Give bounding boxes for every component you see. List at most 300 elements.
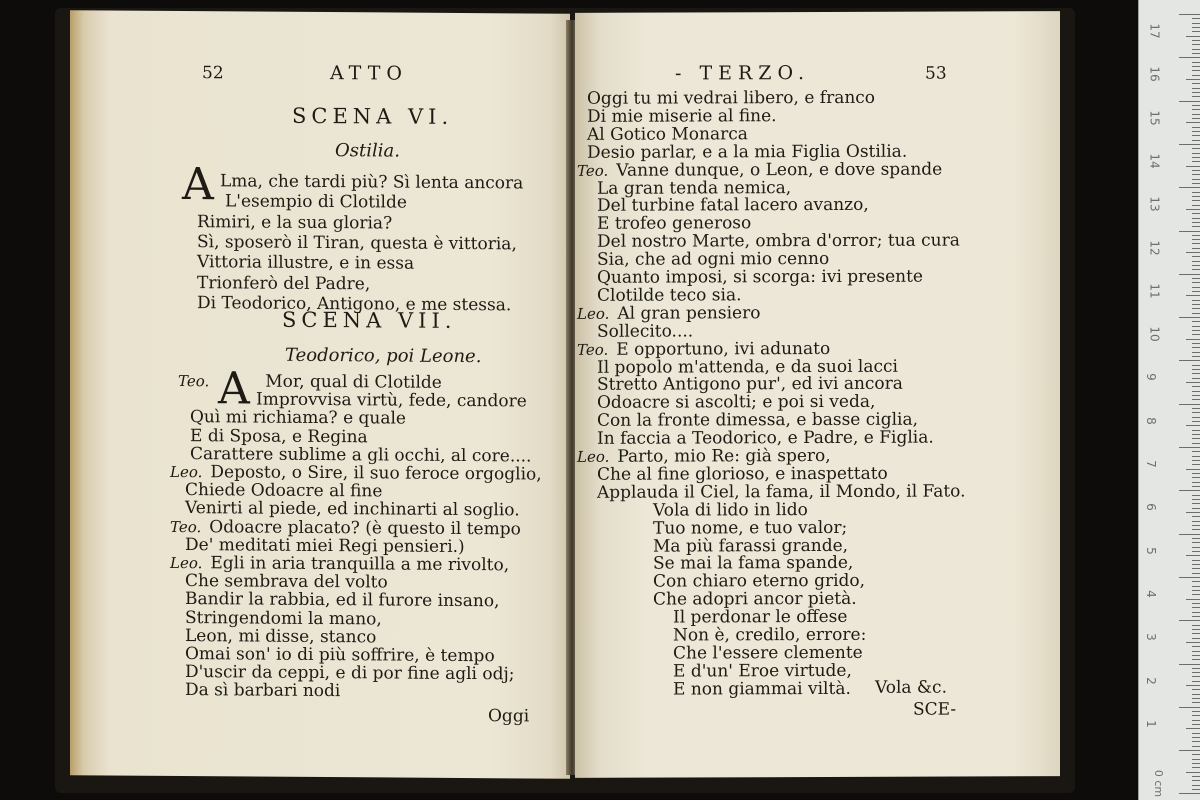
ruler-tick [1186,685,1200,686]
dialogue-line [653,499,808,521]
line-text: Del nostro Marte, ombra d'orror; tua cura [597,230,960,252]
ruler-number: 1 [1143,719,1158,728]
ruler-tick [1186,339,1200,340]
ruler-tick [1186,425,1200,426]
ruler-tick [1192,18,1200,19]
line-text: Sollecito.... [597,321,694,342]
ruler-tick [1179,231,1200,232]
ruler-tick [1179,707,1200,708]
ruler-tick [1186,599,1200,600]
line-text: La gran tenda nemica, [597,177,792,199]
ruler-tick [1192,378,1200,379]
ruler-tick [1192,196,1200,197]
ruler-tick [1192,529,1200,530]
dialogue-line [178,373,442,392]
ruler-tick [1192,170,1200,171]
ruler-tick [1192,720,1200,721]
line-text: E d'un' Eroe virtude, [673,660,852,682]
line-text: Al Gotico Monarca [587,124,748,145]
ruler-tick [1192,31,1200,32]
ruler-tick [1192,733,1200,734]
line-text: Se mai la fama spande, [653,553,854,574]
verse-line: Di Teodorico, Antigono, e me stessa. [197,292,512,316]
ruler-tick [1186,512,1200,513]
page-number: 52 [202,63,224,84]
ruler-tick [1192,763,1200,764]
line-text: Carattere sublime a gli occhi, al core.... [190,443,532,467]
ruler-tick [1192,603,1200,604]
ruler-tick [1192,711,1200,712]
ruler-tick [1192,326,1200,327]
ruler-tick [1186,728,1200,729]
speaker-label: Teo. [577,161,609,180]
ruler-tick [1179,317,1200,318]
ruler-tick [1186,209,1200,210]
line-text: Quanto imposi, si scorga: ivi presente [597,266,923,288]
ruler-tick [1192,568,1200,569]
ruler-tick [1186,382,1200,383]
ruler-tick [1192,417,1200,418]
ruler-tick [1192,62,1200,63]
ruler-tick [1192,542,1200,543]
ruler-tick [1192,157,1200,158]
ruler-number: 12 [1147,239,1162,256]
ruler-number: 17 [1147,23,1162,39]
ruler-tick [1192,114,1200,115]
ruler-tick [1192,737,1200,738]
dialogue-line [597,213,752,235]
ruler-tick [1192,780,1200,781]
ruler-tick [1192,386,1200,387]
ruler-tick [1192,308,1200,309]
ruler-tick [1192,586,1200,587]
ruler-tick [1192,724,1200,725]
ruler-number: 11 [1147,283,1162,299]
ruler-tick [1192,698,1200,699]
dialogue-line [597,323,693,340]
ruler-tick [1192,581,1200,582]
ruler-tick [1192,754,1200,755]
line-text: Il popolo m'attenda, e da suoi lacci [597,356,898,378]
right-page [575,11,1060,778]
ruler-tick [1192,352,1200,353]
ruler-tick [1192,508,1200,509]
dialogue-line [597,197,869,215]
ruler-tick [1192,53,1200,54]
ruler-tick [1192,343,1200,344]
dialogue-line [597,287,741,305]
ruler-tick [1192,148,1200,149]
ruler-unit: 0 cm [1152,769,1166,798]
ruler-tick [1186,642,1200,643]
dropcap: A [218,363,250,415]
dialogue-line [185,682,340,700]
ruler-tick [1192,767,1200,768]
line-text: Il perdonar le offese [673,606,848,628]
ruler-tick [1192,741,1200,742]
verse-line: Lma, che tardi più? Sì lenta ancora [220,171,524,194]
catchword: SCE- [913,699,957,720]
ruler-tick [1192,373,1200,374]
ruler-tick [1186,772,1200,773]
ruler-tick [1192,668,1200,669]
ruler-tick [1192,291,1200,292]
ruler-tick [1186,295,1200,296]
ruler-number: 3 [1143,633,1158,642]
ruler-tick [1192,127,1200,128]
verse-line: Rimiri, e la sua gloria? [197,211,393,234]
ruler-tick [1179,793,1200,794]
line-text: Omai son' io di più soffrire, è tempo [185,644,495,667]
line-text: Bandir la rabbia, ed il furore insano, [185,589,500,612]
ruler-tick [1192,486,1200,487]
catchword: Oggi [488,706,530,727]
ruler-tick [1192,399,1200,400]
character-name: Teodorico, poi Leone. [285,344,482,368]
verse-line: Trionferò del Padre, [197,272,371,294]
ruler-tick [1192,477,1200,478]
line-text: Ma più farassi grande, [653,535,849,557]
ruler-tick [1192,261,1200,262]
line-text: Improvvisa virtù, fede, candore [256,389,527,412]
ruler-tick [1192,607,1200,608]
ruler-number: 5 [1143,546,1158,555]
ruler-number: 6 [1143,503,1158,512]
ruler-number: 8 [1143,416,1158,425]
ruler-tick [1192,681,1200,682]
ruler-tick [1186,252,1200,253]
ruler-tick [1192,451,1200,452]
ruler-tick [1179,447,1200,448]
dialogue-line [577,161,942,179]
scene-title: SCENA VI. [292,103,454,129]
ruler-tick [1179,577,1200,578]
ruler-tick [1179,187,1200,188]
ruler-tick [1192,594,1200,595]
ruler-tick [1192,161,1200,162]
ruler-tick [1192,118,1200,119]
ruler-tick [1192,702,1200,703]
ruler-tick [1192,66,1200,67]
ruler-tick [1192,235,1200,236]
line-text: E opportuno, ivi adunato [616,338,831,360]
ruler-tick [1186,555,1200,556]
dialogue-line [673,642,863,664]
ruler-tick [1192,412,1200,413]
ruler-tick [1192,590,1200,591]
ruler-tick [1186,469,1200,470]
ruler-tick [1192,49,1200,50]
ruler-tick [1179,57,1200,58]
ruler-tick [1192,655,1200,656]
line-text: Tuo nome, e tuo valor; [653,517,848,539]
measuring-ruler [1138,0,1200,800]
ruler-tick [1192,109,1200,110]
line-text: Sia, che ad ogni mio cenno [597,249,830,270]
ruler-tick [1192,222,1200,223]
ruler-tick [1192,174,1200,175]
ruler-tick [1179,664,1200,665]
line-text: Parto, mio Re: già spero, [617,445,831,467]
speaker-label: Teo. [577,340,609,359]
ruler-tick [1186,36,1200,37]
line-text: Da sì barbari nodi [185,680,341,702]
ruler-tick [1179,534,1200,535]
line-text: Che al fine glorioso, e inaspettato [597,463,888,485]
ruler-tick [1192,516,1200,517]
line-text: Applauda il Ciel, la fama, il Mondo, il Fato. [597,481,966,503]
ruler-tick [1179,14,1200,15]
ruler-tick [1186,79,1200,80]
ruler-tick [1192,633,1200,634]
ruler-tick [1192,689,1200,690]
ruler-tick [1192,304,1200,305]
line-text: Mor, qual di Clotilde [265,371,442,393]
ruler-tick [1192,313,1200,314]
ruler-tick [1192,651,1200,652]
ruler-tick [1192,785,1200,786]
line-text: Stringendomi la mano, [185,607,382,630]
ruler-tick [1192,96,1200,97]
ruler-tick [1192,715,1200,716]
ruler-tick [1192,356,1200,357]
ruler-tick [1192,256,1200,257]
speaker-label: Leo. [170,553,203,573]
ruler-tick [1192,443,1200,444]
ruler-tick [1192,40,1200,41]
dialogue-line [597,427,934,449]
dialogue-line [577,302,761,324]
ruler-tick [1192,408,1200,409]
line-text: Odoacre placato? (è questo il tempo [209,516,521,539]
ruler-tick [1192,694,1200,695]
speaker-label: Leo. [170,462,203,482]
ruler-tick [1179,750,1200,751]
ruler-tick [1192,269,1200,270]
ruler-tick [1192,334,1200,335]
ruler-number: 4 [1143,590,1158,598]
dialogue-line [597,230,960,252]
line-text: Di mie miserie al fine. [587,106,777,127]
ruler-number: 13 [1147,196,1162,212]
aria-repeat: Vola &c. [875,677,947,698]
ruler-tick [1192,248,1200,249]
ruler-tick [1192,460,1200,461]
character-name: Ostilia. [335,140,400,162]
ruler-tick [1192,192,1200,193]
ruler-tick [1192,265,1200,266]
verse-line: L'esempio di Clotilde [225,191,407,213]
dialogue-line [587,87,876,109]
speaker-label: Teo. [178,372,210,391]
ruler-tick [1192,282,1200,283]
line-text: Con la fronte dimessa, e basse ciglia, [597,409,919,431]
ruler-tick [1192,434,1200,435]
line-text: Vanne dunque, o Leon, e dove spande [616,159,943,181]
ruler-tick [1192,625,1200,626]
ruler-tick [1192,347,1200,348]
dialogue-line [673,606,848,628]
line-text: Al gran pensiero [617,302,761,324]
ruler-tick [1192,776,1200,777]
ruler-tick [1192,226,1200,227]
line-text: Non è, credilo, errore: [673,624,867,646]
ruler-tick [1179,490,1200,491]
ruler-tick [1192,547,1200,548]
ruler-tick [1192,629,1200,630]
ruler-tick [1192,200,1200,201]
ruler-tick [1192,183,1200,184]
ruler-tick [1192,473,1200,474]
ruler-tick [1192,503,1200,504]
line-text: Desio parlar, e a la mia Figlia Ostilia. [587,141,908,163]
dialogue-line [587,108,777,126]
ruler-tick [1179,144,1200,145]
line-text: Vola di lido in lido [653,499,808,521]
running-head: - TERZO. [675,62,811,85]
ruler-tick [1192,218,1200,219]
dialogue-line [673,660,852,682]
ruler-tick [1186,166,1200,167]
ruler-tick [1192,23,1200,24]
ruler-tick [1179,360,1200,361]
page-number: 53 [925,63,947,84]
ruler-tick [1192,482,1200,483]
dropcap: A [182,159,214,211]
ruler-tick [1179,620,1200,621]
line-text: Che l'essere clemente [673,642,863,664]
ruler-number: 2 [1143,676,1158,685]
ruler-tick [1192,83,1200,84]
ruler-tick [1192,421,1200,422]
ruler-tick [1192,456,1200,457]
ruler-tick [1192,153,1200,154]
ruler-tick [1192,395,1200,396]
ruler-number: 10 [1147,326,1162,342]
ruler-tick [1192,369,1200,370]
ruler-tick [1192,464,1200,465]
ruler-tick [1192,551,1200,552]
ruler-tick [1192,538,1200,539]
line-text: Deposto, o Sire, il suo feroce orgoglio, [210,462,542,485]
ruler-tick [1192,789,1200,790]
ruler-tick [1192,70,1200,71]
ruler-tick [1192,278,1200,279]
ruler-tick [1192,638,1200,639]
scene-title: SCENA VII. [282,307,457,333]
ruler-tick [1192,495,1200,496]
ruler-number: 7 [1143,460,1158,468]
speaker-label: Teo. [170,517,202,536]
ruler-tick [1192,179,1200,180]
ruler-tick [1192,564,1200,565]
ruler-tick [1192,239,1200,240]
dialogue-line [587,126,748,144]
ruler-tick [1192,287,1200,288]
verse-line: Vittoria illustre, e in essa [197,252,415,274]
ruler-tick [1192,205,1200,206]
line-text: Oggi tu mi vedrai libero, e franco [587,87,876,109]
speaker-label: Leo. [577,304,610,323]
ruler-tick [1192,430,1200,431]
line-text: D'uscir da ceppi, e di por fine agli odj; [185,662,515,685]
line-text: Stretto Antigono pur', ed ivi ancora [597,374,903,396]
ruler-tick [1192,131,1200,132]
line-text: Che adopri ancor pietà. [653,589,857,610]
ruler-tick [1179,274,1200,275]
line-text: Del turbine fatal lacero avanzo, [597,195,869,217]
ruler-tick [1192,646,1200,647]
line-text: Quì mi richiama? e quale [190,407,406,429]
ruler-tick [1192,135,1200,136]
line-text: E non giammai viltà. [673,678,851,700]
ruler-number: 15 [1147,109,1162,126]
ruler-tick [1192,88,1200,89]
line-text: Chiede Odoacre al fine [185,480,383,502]
ruler-tick [1192,746,1200,747]
ruler-tick [1192,525,1200,526]
line-text: E di Sposa, e Regina [190,425,368,447]
ruler-number: 9 [1143,373,1158,382]
ruler-tick [1192,92,1200,93]
ruler-tick [1179,404,1200,405]
running-head: ATTO [330,62,408,85]
line-text: Odoacre si ascolti; e poi si veda, [597,392,876,414]
line-text: De' meditati miei Regi pensieri.) [185,534,465,557]
speaker-label: Leo. [577,447,610,466]
ruler-tick [1192,659,1200,660]
ruler-tick [1192,105,1200,106]
ruler-tick [1192,27,1200,28]
ruler-number: 16 [1147,66,1162,82]
ruler-tick [1192,243,1200,244]
ruler-tick [1192,676,1200,677]
ruler-tick [1192,573,1200,574]
ruler-number: 14 [1147,153,1162,169]
ruler-tick [1192,438,1200,439]
left-page [70,10,570,778]
ruler-tick [1192,75,1200,76]
line-text: E trofeo generoso [597,213,752,235]
ruler-tick [1192,521,1200,522]
ruler-tick [1192,391,1200,392]
line-text: Venirti al piede, ed inchinarti al soglio. [185,498,520,521]
ruler-tick [1192,499,1200,500]
ruler-tick [1192,365,1200,366]
line-text: In faccia a Teodorico, e Padre, e Figlia. [597,427,934,449]
verse-line: Sì, sposerò il Tiran, questa è vittoria, [197,232,517,255]
line-text: Clotilde teco sia. [597,285,742,306]
ruler-tick [1192,300,1200,301]
ruler-tick [1192,140,1200,141]
ruler-tick [1192,616,1200,617]
ruler-tick [1192,44,1200,45]
ruler-tick [1179,101,1200,102]
ruler-tick [1192,612,1200,613]
ruler-tick [1192,321,1200,322]
line-text: Leon, mi disse, stanco [185,625,377,648]
ruler-tick [1192,759,1200,760]
line-text: Con chiaro eterno grido, [653,571,866,592]
dialogue-line [673,678,851,700]
ruler-tick [1192,672,1200,673]
ruler-tick [1192,213,1200,214]
ruler-tick [1192,560,1200,561]
line-text: Che sembrava del volto [185,571,388,593]
ruler-tick [1186,122,1200,123]
ruler-tick [1192,330,1200,331]
line-text: Egli in aria tranquilla a me rivolto, [210,553,510,576]
